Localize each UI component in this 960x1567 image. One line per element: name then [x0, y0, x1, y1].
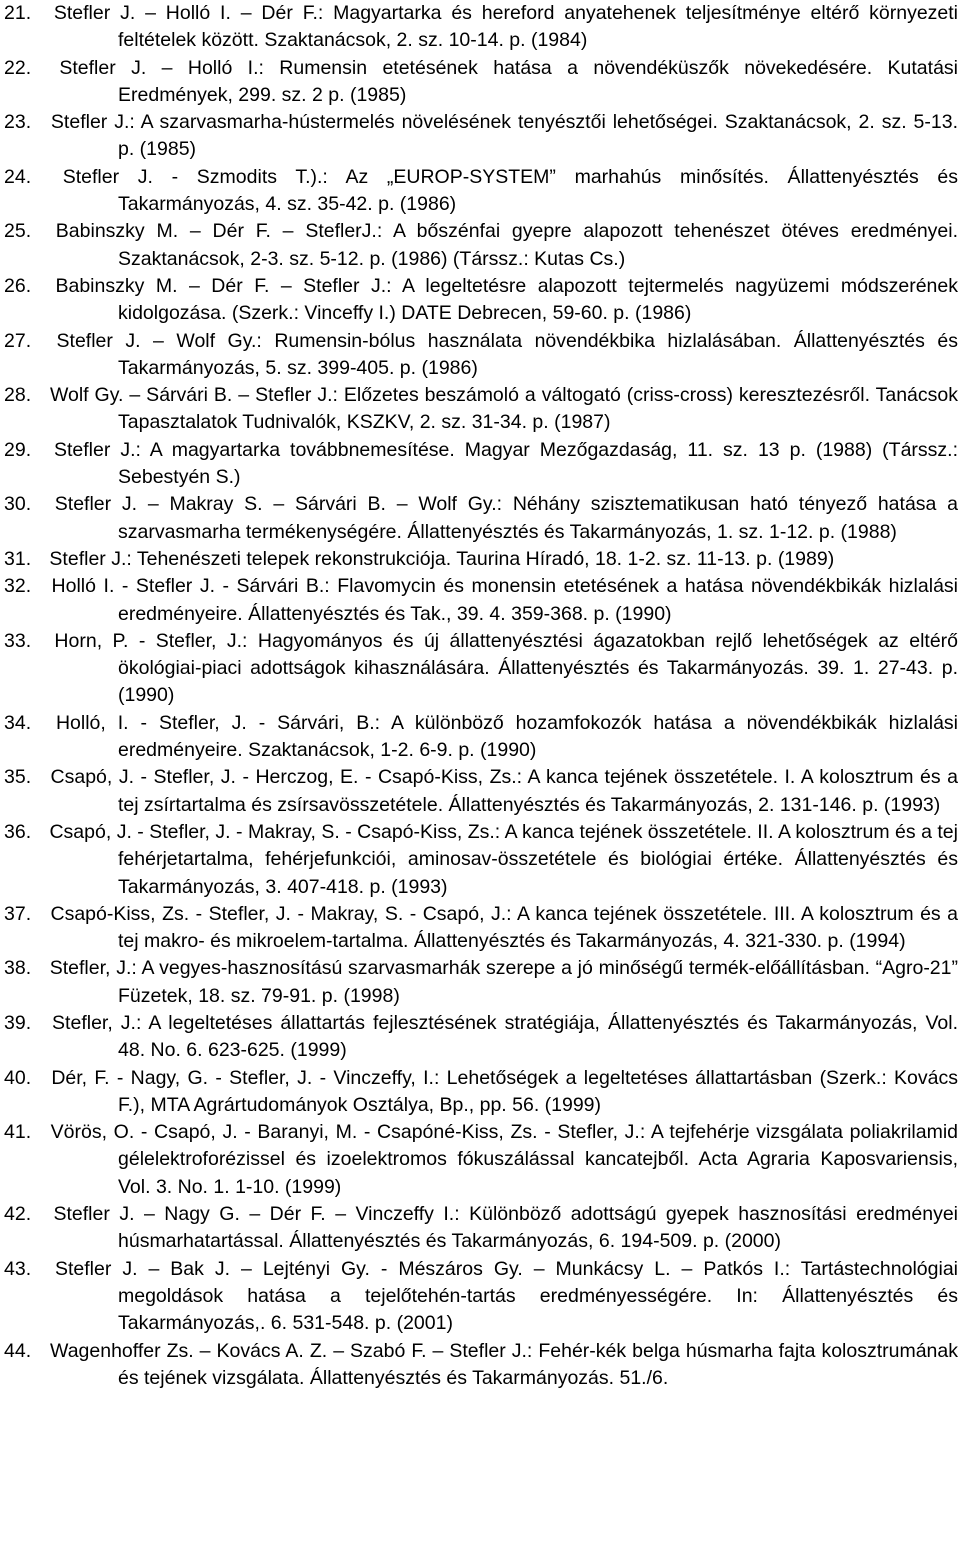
reference-item: [4, 437, 958, 492]
reference-item: [4, 218, 958, 273]
reference-number: 43.: [4, 1257, 32, 1280]
reference-item: [4, 328, 958, 383]
reference-item: [4, 628, 958, 710]
reference-text: Stefler, J.: A vegyes-hasznosítású szarvasmarhák szerepe a jó minőségű termék-előállításban. “Agro-21” Füzetek, 18. sz. 79-91. p. (1998): [49, 957, 958, 1007]
reference-text: Stefler J.: A szarvasmarha-hústermelés növelésének tenyésztői lehetőségei. Szaktanácsok, 2. sz. 5-13. p. (1985): [50, 111, 958, 161]
reference-item: [4, 0, 958, 55]
reference-number: 40.: [4, 1066, 32, 1089]
reference-number: 24.: [4, 165, 32, 188]
reference-item: [4, 1065, 958, 1120]
reference-number: 32.: [4, 575, 32, 598]
reference-item: [4, 1010, 958, 1065]
reference-item: [4, 109, 958, 164]
reference-number: 31.: [4, 547, 32, 570]
reference-item: [4, 546, 958, 573]
reference-text: Horn, P. - Stefler, J.: Hagyományos és új állattenyésztési ágazatokban rejlő lehetőségek az eltérő ökológiai-piaci adottságok kihasználására. Állattenyésztés és Takarmányozás. 39. 1. 27-43. p. (1990): [54, 629, 958, 707]
reference-item: [4, 710, 958, 765]
reference-number: 41.: [4, 1121, 32, 1144]
reference-item: [4, 1256, 958, 1338]
reference-item: [4, 1201, 958, 1256]
reference-text: Stefler J.: Tehenészeti telepek rekonstrukciója. Taurina Híradó, 18. 1-2. sz. 11-13. p. (1989): [49, 547, 835, 570]
reference-number: 33.: [4, 629, 32, 652]
reference-number: 22.: [4, 56, 32, 79]
reference-number: 38.: [4, 957, 32, 980]
reference-number: 44.: [4, 1339, 32, 1362]
reference-item: [4, 164, 958, 219]
reference-item: [4, 491, 958, 546]
reference-text: Stefler J. – Holló I. – Dér F.: Magyartarka és hereford anyatehenek teljesítménye eltérő környezeti feltételek között. Szaktanácsok, 2. sz. 10-14. p. (1984): [53, 2, 959, 52]
reference-number: 34.: [4, 711, 32, 734]
reference-number: 37.: [4, 902, 32, 925]
reference-text: Csapó-Kiss, Zs. - Stefler, J. - Makray, S. - Csapó, J.: A kanca tejének összetétele. III. A kolosztrum és a tej makro- és mikroelem-tartalma. Állattenyésztés és Takarmányozás, 4. 321-330. p. (1994): [50, 902, 958, 953]
reference-number: 26.: [4, 274, 32, 297]
reference-text: Stefler J. - Szmodits T.).: Az „EUROP-SYSTEM” marhahús minősítés. Állattenyésztés és Takarmányozás, 4. sz. 35-42. p. (1986): [62, 165, 958, 216]
reference-text: Stefler J. – Bak J. – Lejtényi Gy. - Mészáros Gy. – Munkácsy L. – Patkós I.: Tartástechnológiai megoldások hatása a tejelőtehén-tartás eredményességére. In: Állattenyésztés és Takarmányozás,. 6. 531-548. p. (2001): [54, 1257, 958, 1335]
reference-number: 35.: [4, 766, 32, 789]
reference-item: [4, 955, 958, 1010]
reference-text: Holló I. - Stefler J. - Sárvári B.: Flavomycin és monensin etetésének a hatása növendékbikák hizlalási eredményeire. Állattenyésztés és Tak., 39. 4. 359-368. p. (1990): [51, 575, 958, 625]
reference-text: Stefler J. – Makray S. – Sárvári B. – Wolf Gy.: Néhány szisztematikusan ható tényező hatása a szarvasmarha termékenységére. Állattenyésztés és Takarmányozás, 1. sz. 1-12. p. (1988): [54, 493, 959, 543]
reference-text: Csapó, J. - Stefler, J. - Makray, S. - Csapó-Kiss, Zs.: A kanca tejének összetétele. II. A kolosztrum és a tej fehérjetartalma, fehérjefunkciói, aminosav-összetétele és biológiai értéke. Állattenyésztés és Takarmányozás, 3. 407-418. p. (1993): [49, 820, 958, 898]
reference-number: 27.: [4, 329, 32, 352]
reference-text: Holló, I. - Stefler, J. - Sárvári, B.: A különböző hozamfokozók hatása a növendékbikák hizlalási eredményeire. Szaktanácsok, 1-2. 6-9. p. (1990): [55, 711, 958, 762]
reference-item: [4, 819, 958, 901]
reference-text: Stefler J. – Nagy G. – Dér F. – Vinczeffy I.: Különböző adottságú gyepek hasznosítási eredményei húsmarhatartással. Állattenyésztés és Takarmányozás, 6. 194-509. p. (2000): [53, 1203, 958, 1253]
reference-item: [4, 573, 958, 628]
reference-number: 42.: [4, 1203, 32, 1226]
reference-item: [4, 1119, 958, 1201]
reference-item: [4, 764, 958, 819]
reference-number: 39.: [4, 1011, 32, 1034]
reference-text: Stefler J.: A magyartarka továbbnemesítése. Magyar Mezőgazdaság, 11. sz. 13 p. (1988) (Társsz.: Sebestyén S.): [53, 438, 959, 489]
reference-text: Wagenhoffer Zs. – Kovács A. Z. – Szabó F. – Stefler J.: Fehér-kék belga húsmarha fajta kolosztrumának és tejének vizsgálata. Állattenyésztés és Takarmányozás. 51./6.: [50, 1339, 959, 1389]
reference-text: Vörös, O. - Csapó, J. - Baranyi, M. - Csapóné-Kiss, Zs. - Stefler, J.: A tejfehérje vizsgálata poliakrilamid gélelektroforézissel és izoelektromos fókuszálással kancatejből. Acta Agraria Kaposvariensis, Vol. 3. No. 1. 1-10. (1999): [50, 1121, 959, 1198]
reference-item: [4, 901, 958, 956]
reference-text: Babinszky M. – Dér F. – Stefler J.: A legeltetésre alapozott tejtermelés nagyüzemi módszerének kidolgozása. (Szerk.: Vinceffy I.) DATE Debrecen, 59-60. p. (1986): [55, 274, 958, 325]
reference-text: Stefler J. – Holló I.: Rumensin etetésének hatása a növendéküszők növekedésére. Kutatási Eredmények, 299. sz. 2 p. (1985): [59, 56, 958, 106]
reference-number: 25.: [4, 220, 32, 243]
reference-text: Stefler J. – Wolf Gy.: Rumensin-bólus használata növendékbika hizlalásában. Állattenyésztés és Takarmányozás, 5. sz. 399-405. p. (1986): [56, 329, 959, 379]
reference-number: 29.: [4, 438, 32, 461]
reference-text: Dér, F. - Nagy, G. - Stefler, J. - Vinczeffy, I.: Lehetőségek a legeltetéses állattartásban (Szerk.: Kovács F.), MTA Agrártudományok Osztálya, Bp., pp. 56. (1999): [51, 1066, 958, 1116]
reference-item: [4, 382, 958, 437]
reference-number: 21.: [4, 2, 32, 24]
reference-text: Babinszky M. – Dér F. – SteflerJ.: A bőszénfai gyepre alapozott tehenészet ötéves eredményei. Szaktanácsok, 2-3. sz. 5-12. p. (1986) (Társsz.: Kutas Cs.): [55, 220, 959, 270]
reference-number: 23.: [4, 111, 32, 134]
reference-number: 28.: [4, 384, 32, 407]
reference-text: Stefler, J.: A legeltetéses állattartás fejlesztésének stratégiája, Állattenyésztés és Takarmányozás, Vol. 48. No. 6. 623-625. (1999): [52, 1011, 959, 1062]
reference-item: [4, 55, 958, 110]
reference-text: Wolf Gy. – Sárvári B. – Stefler J.: Előzetes beszámoló a váltogató (criss-cross) keresztezésről. Tanácsok Tapasztalatok Tudnivalók, KSZKV, 2. sz. 31-34. p. (1987): [49, 384, 958, 434]
reference-text: Csapó, J. - Stefler, J. - Herczog, E. - Csapó-Kiss, Zs.: A kanca tejének összetétele. I. A kolosztrum és a tej zsírtartalma és zsírsavösszetétele. Állattenyésztés és Takarmányozás, 2. 131-146. p. (1993): [50, 766, 958, 816]
reference-number: 36.: [4, 820, 32, 843]
reference-item: [4, 1338, 958, 1393]
reference-item: [4, 273, 958, 328]
reference-number: 30.: [4, 493, 32, 516]
